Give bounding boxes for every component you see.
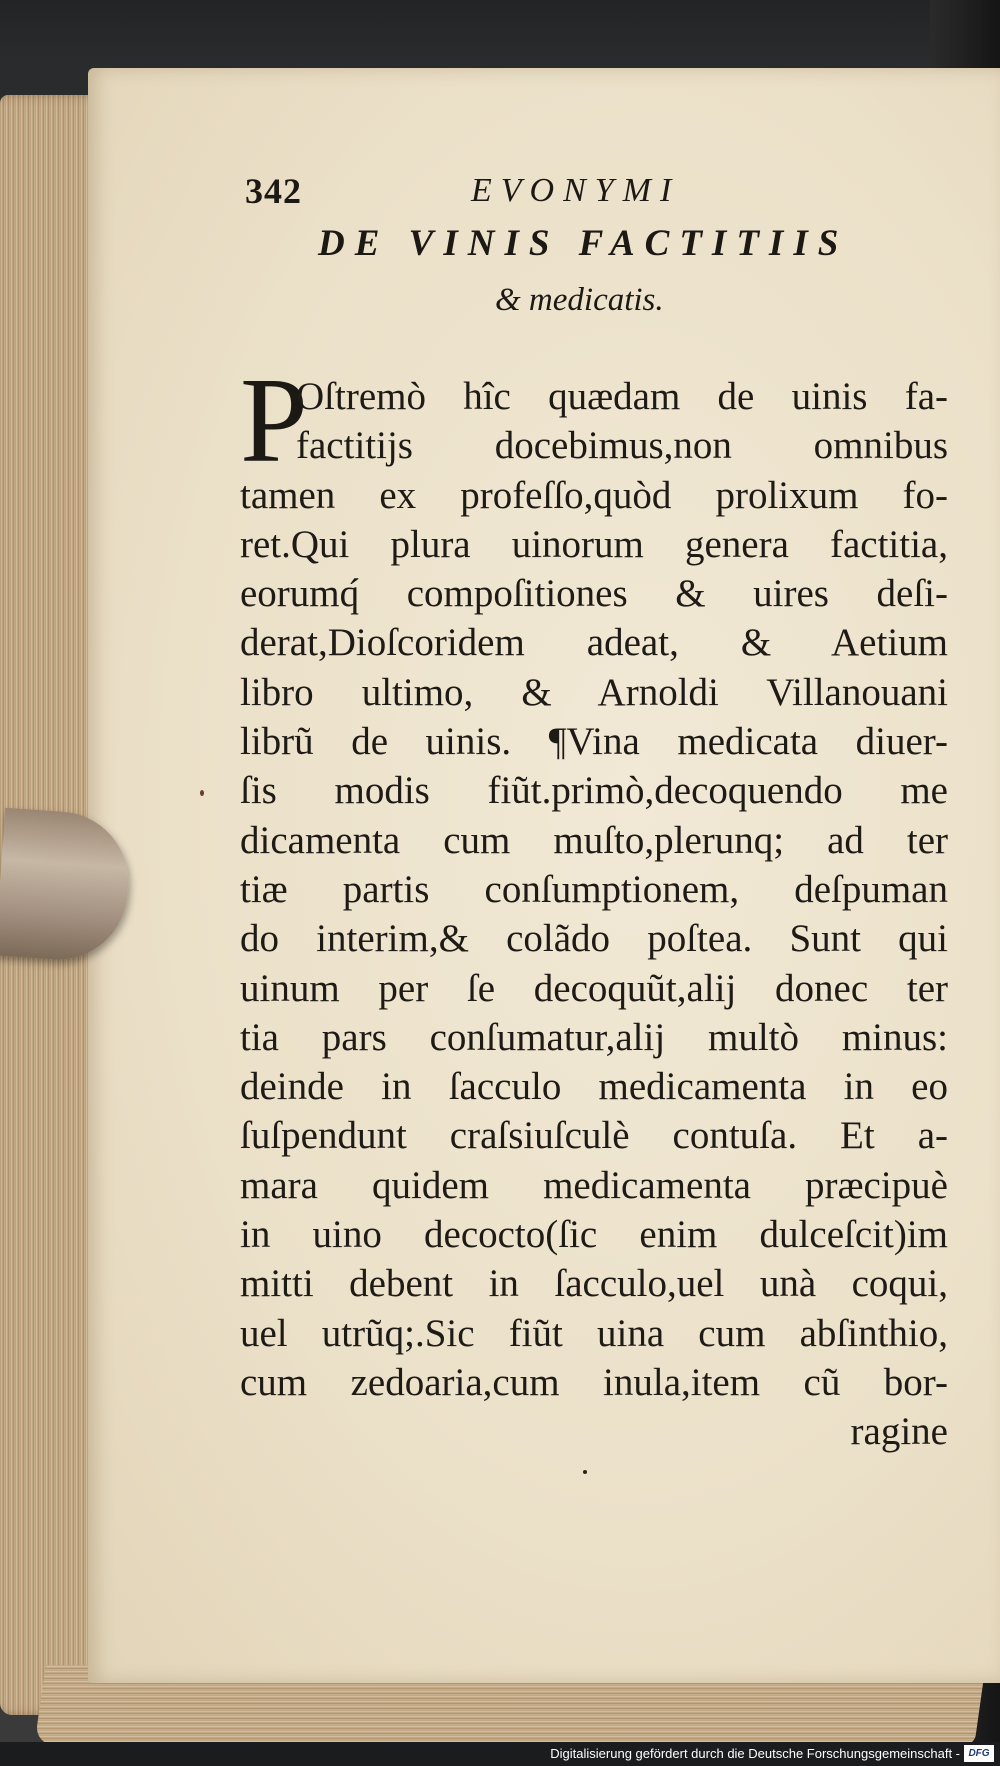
text-line: tamen ex profeſſo,quòd prolixum fo- — [240, 473, 948, 517]
drop-initial: P — [240, 353, 308, 488]
text-line: derat,Dioſcoridem adeat, & Aetium — [240, 621, 948, 665]
text-line: do interim,& colãdo poſtea. Sunt qui — [240, 917, 948, 961]
text-line: uinum per ſe decoquũt,alij donec ter — [240, 966, 948, 1010]
text-line: tia pars conſumatur,alij multò minus: — [240, 1015, 948, 1059]
text-line: dicamenta cum muſto,plerunq; ad ter — [240, 818, 948, 862]
running-title: EVONYMI — [471, 172, 681, 209]
text-line: ret.Qui plura uinorum genera factitia, — [240, 522, 948, 566]
footer-credit: Digitalisierung gefördert durch die Deutsche Forschungsgemeinschaft - — [550, 1746, 960, 1761]
section-subtitle: & medicatis. — [495, 282, 664, 318]
body-text — [240, 372, 948, 1457]
dfg-logo: DFG — [964, 1745, 994, 1762]
ink-speck — [200, 790, 204, 796]
page-number: 342 — [245, 171, 302, 211]
text-line: tiæ partis conſumptionem, deſpuman — [240, 867, 948, 911]
footer-bar — [0, 1742, 1000, 1766]
text-line: librũ de uinis. ¶Vina medicata diuer- — [240, 720, 948, 764]
text-line: mara quidem medicamenta præcipuè — [240, 1163, 948, 1207]
text-line: Oſtremò hîc quædam de uinis fa- — [296, 375, 948, 418]
catchword: ragine — [850, 1410, 948, 1454]
text-line: cum zedoaria,cum inula,item cũ bor- — [240, 1360, 948, 1404]
text-line: in uino decocto(ſic enim dulceſcit)im — [240, 1213, 948, 1257]
text-line: uel utrũq;.Sic fiũt uina cum abſinthio, — [240, 1311, 948, 1355]
text-line: eorumq́ compoſitiones & uires deſi- — [240, 572, 948, 616]
ink-speck — [583, 1470, 587, 1474]
page-header — [245, 170, 845, 220]
text-line: factitijs docebimus,non omnibus — [296, 424, 948, 468]
text-line: ſis modis fiũt.primò,decoquendo me — [240, 769, 948, 813]
text-line: libro ultimo, & Arnoldi Villanouani — [240, 670, 948, 714]
section-title: DE VINIS FACTITIIS — [318, 223, 849, 264]
text-line: ſuſpendunt craſsiuſculè contuſa. Et a- — [240, 1114, 948, 1158]
text-line: deinde in ſacculo medicamenta in eo — [240, 1065, 948, 1109]
text-line: mitti debent in ſacculo,uel unà coqui, — [240, 1262, 948, 1306]
